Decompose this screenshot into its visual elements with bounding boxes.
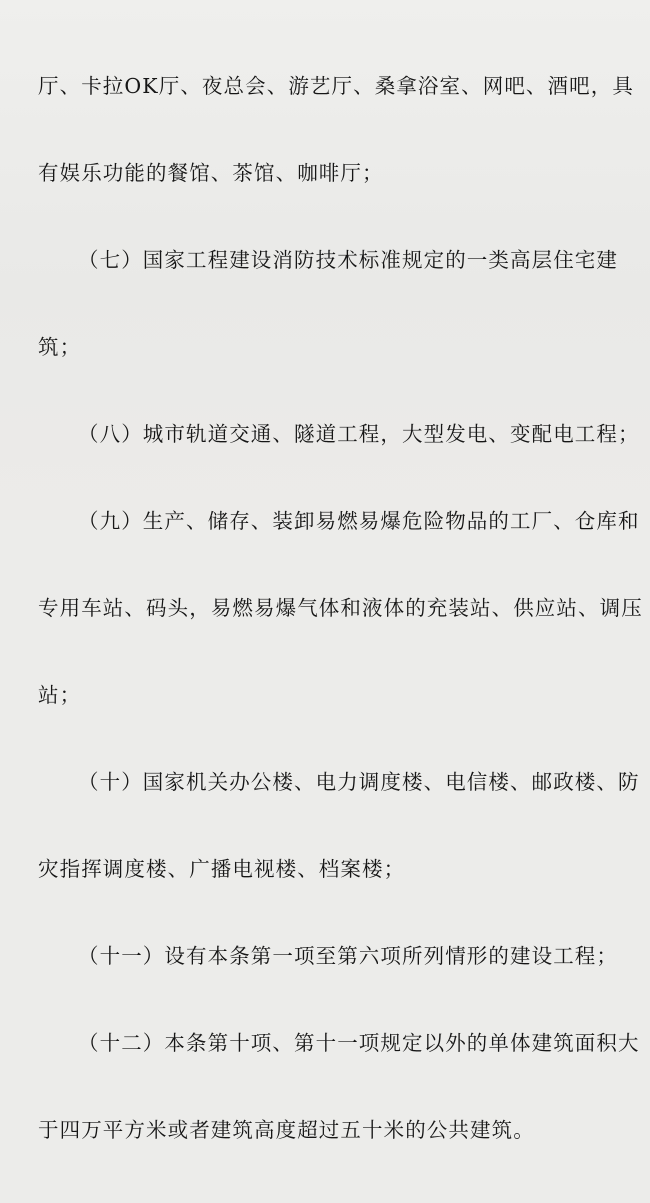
text-line-12-item-12: （十二）本条第十项、第十一项规定以外的单体建筑面积大 bbox=[78, 1031, 640, 1055]
text-line-5-item-8: （八）城市轨道交通、隧道工程，大型发电、变配电工程； bbox=[78, 422, 640, 446]
text-line-3-item-7: （七）国家工程建设消防技术标准规定的一类高层住宅建 bbox=[78, 248, 618, 272]
text-line-13: 于四万平方米或者建筑高度超过五十米的公共建筑。 bbox=[38, 1118, 535, 1142]
text-line-8: 站； bbox=[38, 683, 82, 707]
text-line-6-item-9: （九）生产、储存、装卸易燃易爆危险物品的工厂、仓库和 bbox=[78, 509, 640, 533]
text-line-10: 灾指挥调度楼、广播电视楼、档案楼； bbox=[38, 857, 406, 881]
regulation-text-block bbox=[38, 14, 643, 1203]
text-line-11-item-11: （十一）设有本条第一项至第六项所列情形的建设工程； bbox=[78, 944, 618, 968]
text-line-2: 有娱乐功能的餐馆、茶馆、咖啡厅； bbox=[38, 161, 384, 185]
text-line-7: 专用车站、码头，易燃易爆气体和液体的充装站、供应站、调压 bbox=[38, 596, 643, 620]
text-line-9-item-10: （十）国家机关办公楼、电力调度楼、电信楼、邮政楼、防 bbox=[78, 770, 640, 794]
text-line-1: 厅、卡拉OK厅、夜总会、游艺厅、桑拿浴室、网吧、酒吧，具 bbox=[38, 74, 634, 98]
text-line-4: 筑； bbox=[38, 335, 82, 359]
